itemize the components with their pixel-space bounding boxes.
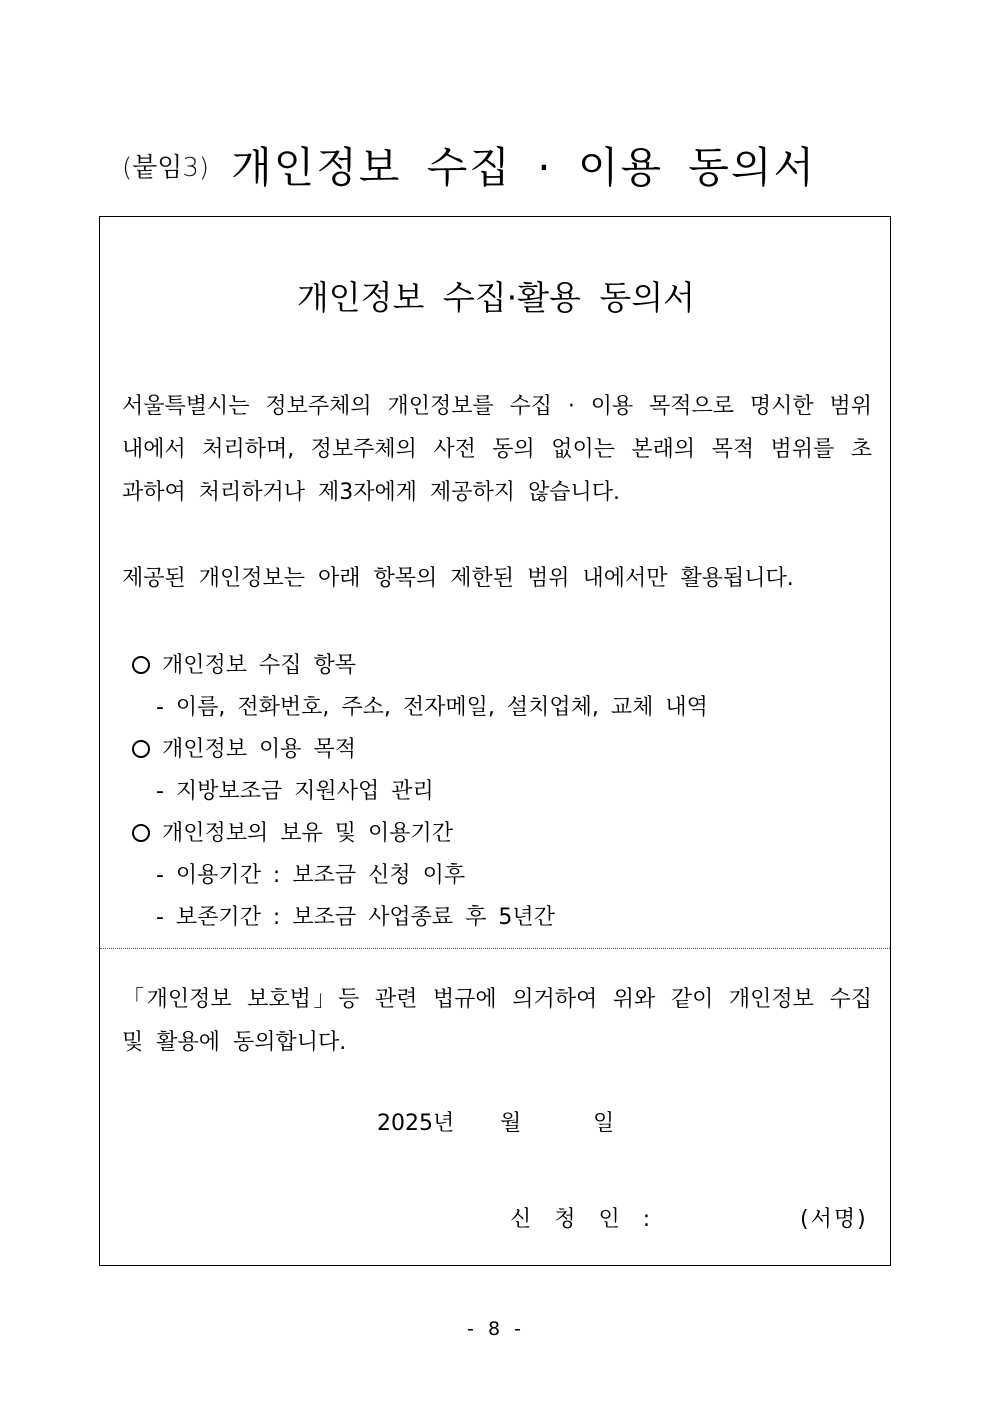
item-heading: 개인정보 수집 항목 <box>162 653 357 678</box>
page-number: - 8 - <box>467 1318 525 1340</box>
item-heading: 개인정보의 보유 및 이용기간 <box>162 821 454 846</box>
applicant-label: 신 청 인 : <box>510 1207 659 1232</box>
intro-paragraph <box>122 385 872 514</box>
item-detail: - 보존기간 : 보조금 사업종료 후 5년간 <box>156 905 555 930</box>
scope-paragraph: 제공된 개인정보는 아래 항목의 제한된 범위 내에서만 활용됩니다. <box>122 566 794 591</box>
item-detail: - 이용기간 : 보조금 신청 이후 <box>156 863 466 888</box>
consent-line-2: 및 활용에 동의합니다. <box>122 1030 347 1055</box>
section-divider <box>100 948 890 949</box>
signature-label: (서명) <box>800 1207 868 1232</box>
circle-bullet-icon <box>132 656 150 674</box>
form-title: 개인정보 수집·활용 동의서 <box>296 278 696 317</box>
list-item <box>132 729 708 771</box>
circle-bullet-icon <box>132 740 150 758</box>
date-day: 일 <box>593 1111 615 1136</box>
intro-line-2: 과하여 처리하거나 제3자에게 제공하지 않습니다. <box>122 480 621 505</box>
item-heading: 개인정보 이용 목적 <box>162 737 357 762</box>
consent-line-1: 「개인정보 보호법」등 관련 법규에 의거하여 위와 같이 개인정보 수집 <box>122 987 872 1012</box>
consent-items-list <box>132 645 708 939</box>
list-item <box>132 813 708 855</box>
date-month: 월 <box>500 1111 522 1136</box>
item-detail: - 이름, 전화번호, 주소, 전자메일, 설치업체, 교체 내역 <box>156 695 708 720</box>
date-year: 2025년 <box>377 1111 455 1136</box>
consent-statement <box>122 978 872 1064</box>
intro-line-1: 서울특별시는 정보주체의 개인정보를 수집 · 이용 목적으로 명시한 범위 내에서 처리하며, 정보주체의 사전 동의 없이는 본래의 목적 범위를 초 <box>122 394 872 462</box>
attachment-label: (붙임3) <box>122 153 210 183</box>
page-title: 개인정보 수집 · 이용 동의서 <box>231 143 817 192</box>
circle-bullet-icon <box>132 824 150 842</box>
item-detail: - 지방보조금 지원사업 관리 <box>156 779 434 804</box>
page-heading <box>122 135 816 195</box>
list-item <box>132 645 708 687</box>
